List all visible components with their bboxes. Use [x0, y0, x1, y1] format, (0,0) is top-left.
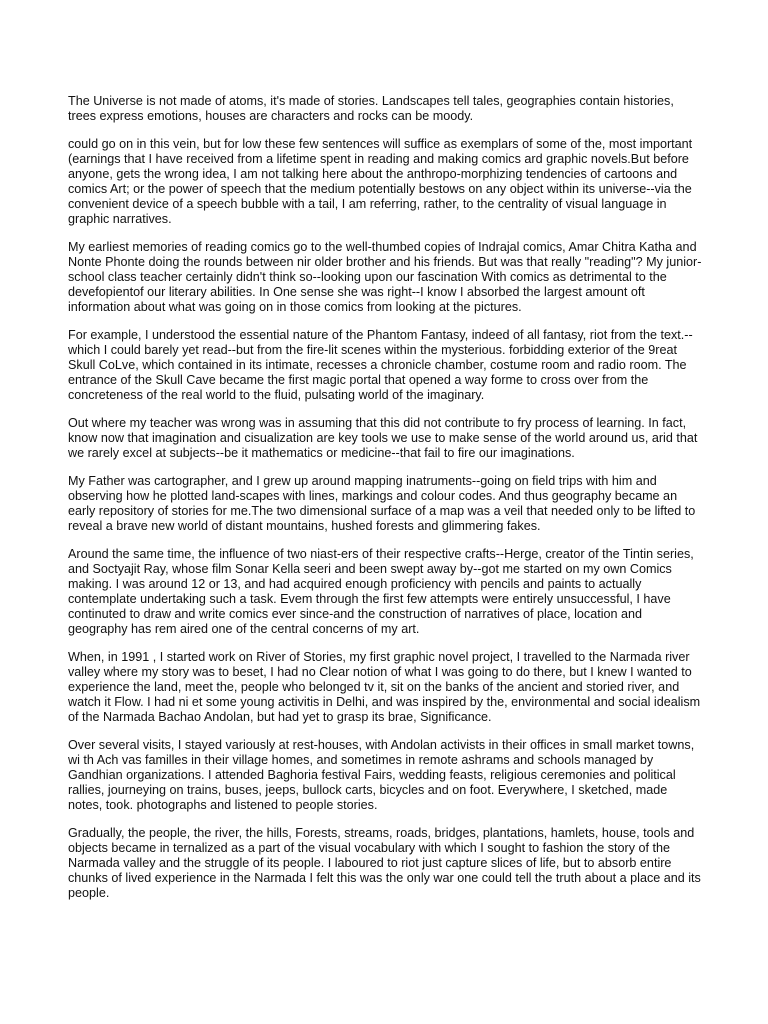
paragraph-teacher-wrong: Out where my teacher was wrong was in assuming that this did not contribute to fry process of learning. In fact, know now that imagination and cisualization are key tools we use to make sense of the world around us, arid that we rarely excel at subjects--be it mathematics or medicine--that fail to fire our imaginations.: [68, 416, 698, 460]
document-page: [68, 94, 704, 914]
paragraph-herge-ray: Around the same time, the influence of two niast-ers of their respective crafts--Herge, creator of the Tintin series, and Soctyajit Ray, whose film Sonar Kella seeri and been swept away by--got me started on my own Comics making. I was around 12 or 13, and had acquired enough proficiency with pencils and paints to actually contemplate undertaking such a task. Evem through the first few attempts were entirely unsuccessful, I have continuted to draw and write comics ever since-and the construction of narratives of place, location and geography has rem aired one of the central concerns of my art.: [68, 547, 694, 636]
paragraph-river-of-stories: When, in 1991 , I started work on River of Stories, my first graphic novel project, I travelled to the Narmada river valley where my story was to beset, I had no Clear notion of what I was going to do there, but I knew I wanted to experience the land, meet the, people who belonged tv it, sit on the banks of the ancient and storied river, and watch it Flow. I had ni et some young activitis in Delhi, and was inspired by the, environmental and social idealism of the Narmada Bachao Andolan, but had yet to grasp its brae, Significance.: [68, 650, 701, 724]
paragraph-gradually: Gradually, the people, the river, the hills, Forests, streams, roads, bridges, plantations, hamlets, house, tools and objects became in ternalized as a part of the visual vocabulary with which I sought to fashion the story of the Narmada valley and the struggle of its people. I laboured to riot just capture slices of life, but to absorb entire chunks of lived experience in the Narmada I felt this was the only war one could tell the truth about a place and its people.: [68, 826, 701, 900]
paragraph-father-cartographer: My Father was cartographer, and I grew up around mapping inatruments--going on field trips with him and observing how he plotted land-scapes with lines, markings and colour codes. And thus geography became an early repository of stories for me.The two dimensional surface of a map was a veil that needed only to be lifted to reveal a brave new world of distant mountains, hushed forests and glimmering fakes.: [68, 474, 696, 533]
paragraph-universe-stories: The Universe is not made of atoms, it's made of stories. Landscapes tell tales, geographies contain histories, trees express emotions, houses are characters and rocks can be moody.: [68, 94, 674, 123]
paragraph-earliest-memories: My earliest memories of reading comics go to the well-thumbed copies of Indrajal comics, Amar Chitra Katha and Nonte Phonte doing the rounds between nir older brother and his friends. But was that really "reading"? My junior-school class teacher certainly didn't think so--looking upon our fascination With comics as detrimental to the devefopientof our literary abilities. In One sense she was right--I know I absorbed the largest amount oft information about what was going on in those comics from looking at the pictures.: [68, 240, 702, 314]
paragraph-several-visits: Over several visits, I stayed variously at rest-houses, with Andolan activists in their offices in small market towns, wi th Ach vas familles in their village homes, and sometimes in remote ashrams and schools managed by Gandhian organizations. I attended Baghoria festival Fairs, wedding feasts, religious ceremonies and political rallies, journeying on trains, buses, jeeps, bullock carts, bicycles and on foot. Everywhere, I sketched, made notes, took. photographs and listened to people stories.: [68, 738, 695, 812]
paragraph-phantom-fantasy: For example, I understood the essential nature of the Phantom Fantasy, indeed of all fantasy, riot from the text.--which I could barely yet read--but from the fire-lit scenes within the mysterious. forbidding exterior of the 9reat Skull CoLve, which contained in its intimate, recesses a chronicle chamber, costume room and radio room. The entrance of the Skull Cave became the first magic portal that opened a way forme to cross over from the concreteness of the real world to the fluid, pulsating world of the imaginary.: [68, 328, 693, 402]
paragraph-visual-language: could go on in this vein, but for low these few sentences will suffice as exemplars of some of the, most important (earnings that I have received from a lifetime spent in reading and making comics ard graphic novels.But before anyone, gets the wrong idea, I am not talking here about the anthropo-morphizing tendencies of cartoons and comics Art; or the power of speech that the medium potentially bestows on any object within its universe--via the convenient device of a speech bubble with a tail, I am referring, rather, to the centrality of visual language in graphic narratives.: [68, 137, 693, 226]
